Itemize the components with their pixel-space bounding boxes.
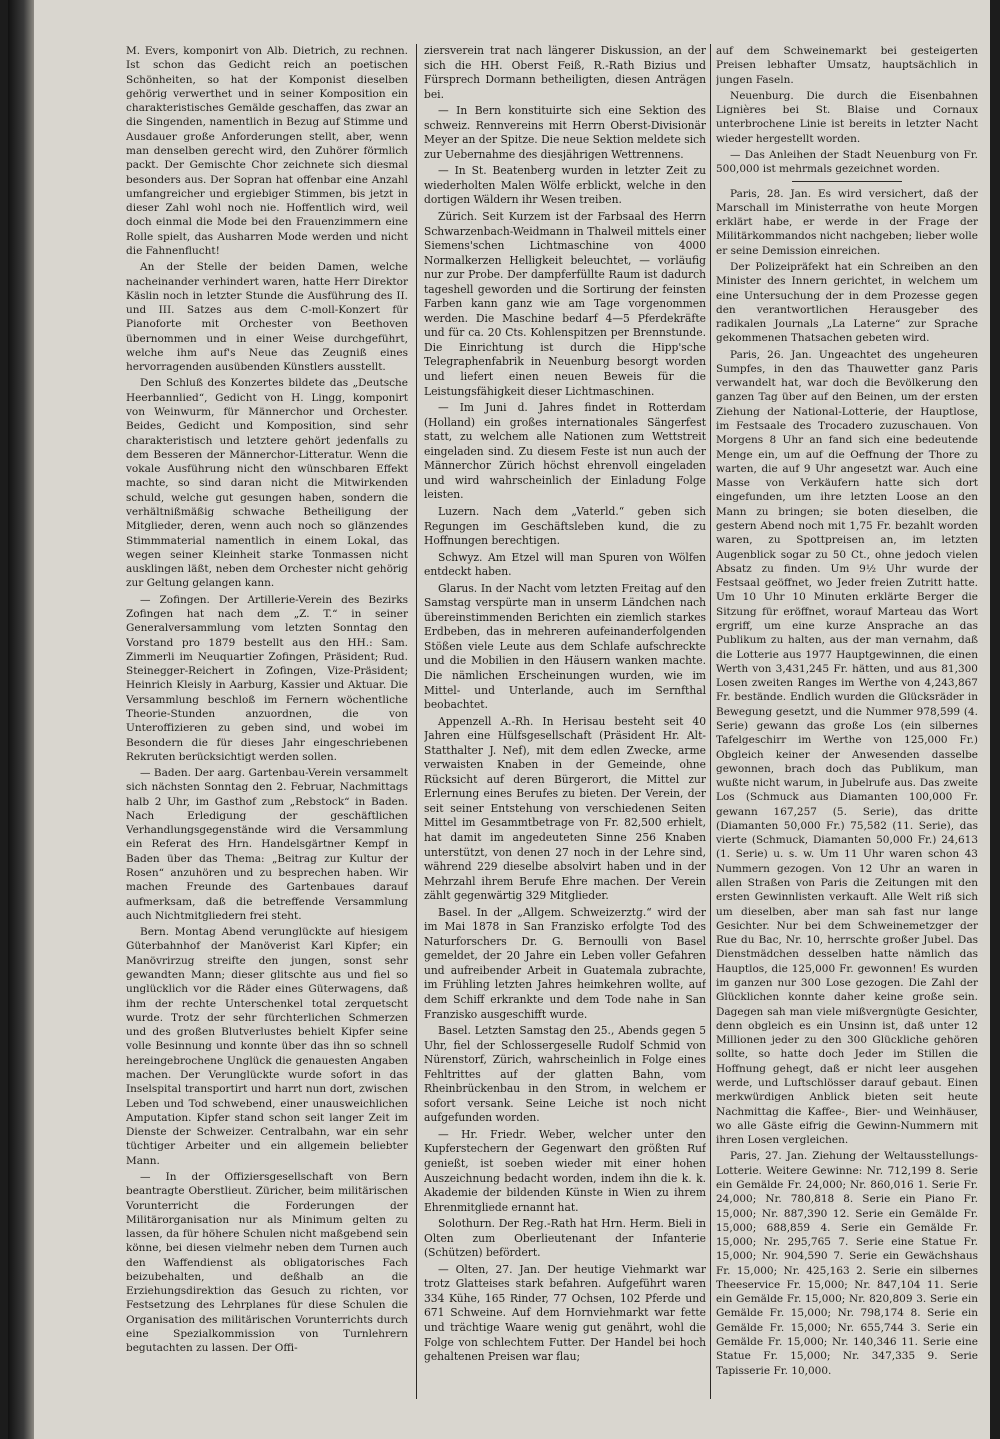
news-item-zuerich: Zürich. Seit Kurzem ist der Farbsaal des Herrn Schwarzenbach-Weidmann in Thalweil mittels einer Siemens'schen Lichtmaschine von 4000 Normalkerzen Helligkeit beleuchtet, — vorläufig nur zur Probe. Der dampferfüllte Raum ist dadurch tageshell geworden und die Sortirung der feinsten Farben kann ganz wie am Tage vorgenommen werden. Die Maschine bedarf 4—5 Pferdekräfte und für ca. 20 Cts. Kohlenspitzen per Brennstunde. Die Einrichtung ist durch die Hipp'sche Telegraphenfabrik in Neuenburg besorgt worden und liefert einen neuen Beweis für die Leistungsfähigkeit dieser Lichtmaschinen. (424, 210, 706, 398)
news-item-baden: — Baden. Der aarg. Gartenbau-Verein versammelt sich nächsten Sonntag den 2. Februar, Nachmittags halb 2 Uhr, im Gasthof zum „Rebstock“ in Baden. Nach Erledigung der geschäftlichen Verhandlungsgegenstände wird die Versammlung ein Referat des Hrn. Handelsgärtner Kempf in Baden über das Thema: „Beitrag zur Kultur der Rosen“ anzuhören und zu besprechen haben. Wir machen Freunde des Gartenbaues darauf aufmerksam, daß die betreffende Versammlung auch Nichtmitgliedern frei steht. (126, 767, 408, 922)
news-item-weber: — Hr. Friedr. Weber, welcher unter den Kupferstechern der Gegenwart den größten Ruf genießt, ist soeben wieder mit einer hohen Auszeichnung bedacht worden, indem ihn die k. k. Akademie der bildenden Künste in Wien zu ihrem Ehrenmitgliede ernannt hat. (424, 1127, 706, 1214)
news-item-olten: — Olten, 27. Jan. Der heutige Viehmarkt war trotz Glatteises stark befahren. Aufgeführt waren 334 Kühe, 165 Rinder, 77 Ochsen, 102 Pferde und 671 Schweine. Auf dem Hornviehmarkt war fette und trächtige Waare wenig gut genährt, wohl die Folge von schlechtem Futter. Der Handel bei hoch gehaltenen Preisen war flau; (424, 1262, 706, 1364)
column-rule-right (710, 44, 711, 1399)
article-paragraph: Den Schluß des Konzertes bildete das „Deutsche Heerbannlied“, Gedicht von H. Lingg, komponirt von Weinwurm, für Männerchor und Orchester. Beides, Gedicht und Komposition, sind sehr charakteristisch und letztere gehört jedenfalls zu dem Besseren der Männerchor-Litteratur. Wenn die vokale Ausführung nicht den wünschbaren Effekt machte, so sind daran nicht die Mitwirkenden schuld, welche gut gesungen haben, sondern die verhältnißmäßig schwache Betheiligung der Mitglieder, deren, wenn auch noch so glänzendes Stimmmaterial namentlich in einem Lokal, das wegen seiner Kleinheit starke Tonmassen nicht ausklingen läßt, neben dem Orchester nicht gehörig zur Geltung gelangen kann. (126, 377, 408, 590)
news-item-bern: Bern. Montag Abend verunglückte auf hiesigem Güterbahnhof der Manöverist Karl Kipfer; ein Manövrirzug streifte den jungen, sonst sehr gewandten Mann; dieser glitschte aus und fiel so unglücklich vor die Räder eines Güterwagens, daß ihm der rechte Unterschenkel total zerquetscht wurde. Trotz der sehr fürchterlichen Schmerzen und des großen Blutverlustes behielt Kipfer seine volle Besinnung und konnte über das ihn so schnell hereingebrochene Unglück die genauesten Angaben machen. Der Verunglückte wurde sofort in das Inselspital transportirt und harrt nun dort, zwischen Leben und Tod schwebend, einer unausweichlichen Amputation. Kipfer stand schon seit langer Zeit im Dienste der Schweizer. Centralbahn, war ein sehr tüchtiger Arbeiter und ein allgemein beliebter Mann. (126, 926, 408, 1167)
section-divider (792, 181, 902, 182)
article-paragraph: An der Stelle der beiden Damen, welche nacheinander verhindert waren, hatte Herr Direktor Käslin noch in letzter Stunde die Ausführung des II. und III. Satzes aus dem C-moll-Konzert für Pianoforte mit Orchester von Beethoven übernommen und in einer Weise durchgeführt, welche ihm auf's Neue das Zeugniß eines hervorragenden ausübenden Künstlers ausstellt. (126, 261, 408, 374)
news-item-schwyz: Schwyz. Am Etzel will man Spuren von Wölfen entdeckt haben. (424, 550, 706, 579)
article-paragraph: ziersverein trat nach längerer Diskussion, an der sich die HH. Oberst Feiß, R.-Rath Bizius und Fürsprech Dormann betheiligten, diesen Anträgen bei. (424, 44, 706, 101)
news-item-bern-offiziere: — In der Offiziersgesellschaft von Bern beantragte Oberstlieut. Züricher, beim militärischen Vorunterricht die Forderungen der Militärorganisation nur als Minimum gelten zu lassen, da für höhere Schulen nicht maßgebend sein könne, bei diesen vielmehr neben dem Turnen auch den Waffendienst als obligatorisches Fach beizubehalten, und deßhalb an die Erziehungsdirektion das Gesuch zu richten, vor Festsetzung des Lehrplanes für diese Schulen die Organisation des militärischen Vorunterrichts durch eine Spezialkommission von Turnlehrern begutachten zu lassen. Der Offi- (126, 1170, 408, 1355)
news-item-zofingen: — Zofingen. Der Artillerie-Verein des Bezirks Zofingen hat nach dem „Z. T.“ in seiner Generalversammlung vom letzten Sonntag den Vorstand pro 1879 bestellt aus den HH.: Sam. Zimmerli im Neuquartier Zofingen, Präsident; Rud. Steinegger-Reichert in Zofingen, Vize-Präsident; Heinrich Kleisly in Aarburg, Kassier und Aktuar. Die Versammlung beschloß im Fernern wöchentliche Theorie-Stunden anzuordnen, die von Unteroffizieren zu geben sind, und wobei im Besondern die für dieses Jahr eingeschriebenen Rekruten berücksichtigt werden sollen. (126, 593, 408, 763)
news-item-bern-rennverein: — In Bern konstituirte sich eine Sektion des schweiz. Rennvereins mit Herrn Oberst-Divisionär Meyer an der Spitze. Die neue Sektion meldete sich zur Uebernahme des diesjährigen Wettrennens. (424, 104, 706, 161)
news-item-paris-26: Paris, 26. Jan. Ungeachtet des ungeheuren Sumpfes, in den das Thauwetter ganz Paris verwandelt hat, war doch die Bevölkerung den ganzen Tag über auf den Beinen, um der ersten Ziehung der National-Lotterie, der Hauptlose, im Festsaale des Trocadero zuzuschauen. Von Morgens 8 Uhr an fand sich eine bedeutende Menge ein, um auf die Oeffnung der Thore zu warten, die auf 9 Uhr angesetzt war. Auch eine Masse von Verkäufern hatte sich dort eingefunden, um ihre letzten Loose an den Mann zu bringen; sie boten dieselben, die gestern Abend noch mit 1,75 Fr. bezahlt worden waren, zu Spottpreisen an, im letzten Augenblick sogar zu 50 Ct., ohne jedoch vielen Absatz zu finden. Um 9½ Uhr wurde der Festsaal geöffnet, wo Jeder freien Zutritt hatte. Um 10 Uhr 10 Minuten erklärte Berger die Sitzung für eröffnet, worauf Marteau das Wort ergriff, um eine kurze Ansprache an das Publikum zu halten, aus der man vernahm, daß die Lotterie aus 1977 Hauptgewinnen, die einen Werth von 3,431,245 Fr. hätten, und aus 81,300 Losen zweiten Ranges im Werthe von 4,243,867 Fr. bestände. Endlich wurden die Glücksräder in Bewegung gesetzt, und die Nummer 978,599 (4. Serie) gewann das große Los (ein silbernes Tafelgeschirr im Werthe von 125,000 Fr.) Obgleich keiner der Anwesenden dasselbe gewonnen, brach doch das Publikum, man wußte nicht warum, in Jubelrufe aus. Das zweite Los (Schmuck aus Diamanten 100,000 Fr. gewann 167,257 (5. Serie), das dritte (Diamanten 50,000 Fr.) 75,582 (11. Serie), das vierte (Schmuck, Diamanten 50,000 Fr.) 24,613 (1. Serie) u. s. w. Um 11 Uhr waren schon 43 Nummern gezogen. Von 12 Uhr an waren in allen Straßen von Paris die Zeitungen mit den ersten Gewinnlisten verkauft. Alle Welt riß sich um dieselben, aber man sah fast nur lange Gesichter. Nur bei dem Schweinemetzger der Rue du Bac, Nr. 10, herrschte großer Jubel. Das Dienstmädchen desselben hatte nämlich das Hauptlos, die 125,000 Fr. gewonnen! Es wurden im ganzen nur 300 Lose gezogen. Die Zahl der Glücklichen konnte daher keine große sein. Dagegen sah man viele mißvergnügte Gesichter, denn obgleich es ein Unsinn ist, daß unter 12 Millionen jeder zu den 300 Glückliche gehören sollte, so hatte doch Jeder im Stillen die Hoffnung gehegt, daß er nicht leer ausgehen werde, und Luftschlösser darauf gebaut. Einen merkwürdigen Anblick bieten seit heute Nachmittag die Kaffee-, Bier- und Weinhäuser, wo alle Gäste eifrig die Gewinn-Nummern mit ihren Losen vergleichen. (716, 348, 978, 1147)
news-item-paris-28: Paris, 28. Jan. Es wird versichert, daß der Marschall im Ministerrathe von heute Morgen erklärt habe, er werde in der Frage der Militärkommandos nicht nachgeben; lieber wolle er seine Demission einreichen. (716, 187, 978, 257)
news-item-solothurn: Solothurn. Der Reg.-Rath hat Hrn. Herm. Bieli in Olten zum Oberlieutenant der Infanterie (Schützen) befördert. (424, 1217, 706, 1260)
page-edge-shadow (8, 0, 34, 1439)
news-item-rotterdam: — Im Juni d. Jahres findet in Rotterdam (Holland) ein großes internationales Sängerfest statt, zu welchem alle Nationen zum Wettstreit eingeladen sind. Zu diesem Feste ist nun auch der Männerchor Zürich höchst ehrenvoll eingeladen und wird wahrscheinlich der Einladung Folge leisten. (424, 401, 706, 502)
column-1 (126, 44, 408, 1399)
article-paragraph: auf dem Schweinemarkt bei gesteigerten Preisen lebhafter Umsatz, hauptsächlich in jungen Faseln. (716, 45, 978, 86)
news-item-beatenberg: — In St. Beatenberg wurden in letzter Zeit zu wiederholten Malen Wölfe erblickt, welche in den dortigen Wäldern ihr Wesen treiben. (424, 164, 706, 207)
column-rule-left (416, 44, 417, 1399)
news-item-glarus: Glarus. In der Nacht vom letzten Freitag auf den Samstag verspürte man in unserm Ländchen nach übereinstimmenden Berichten ein ziemlich starkes Erdbeben, das in mehreren aufeinanderfolgenden Stößen viele Leute aus dem Schlafe aufschreckte und die Mobilien in den Häusern wanken machte. Die nämlichen Erscheinungen wurden, wie im Mittel- und Unterlande, auch im Sernfthal beobachtet. (424, 581, 706, 712)
column-3 (716, 44, 978, 1399)
news-item-paris-27: Paris, 27. Jan. Ziehung der Weltausstellungs-Lotterie. Weitere Gewinne: Nr. 712,199 8. Serie ein Gemälde Fr. 24,000; Nr. 860,016 1. Serie Fr. 24,000; Nr. 780,818 8. Serie ein Piano Fr. 15,000; Nr. 887,390 12. Serie ein Gemälde Fr. 15,000; 688,859 4. Serie ein Gemälde Fr. 15,000; Nr. 295,765 7. Serie eine Statue Fr. 15,000; Nr. 904,590 7. Serie ein Gewächshaus Fr. 15,000; Nr. 425,163 2. Serie ein silbernes Theeservice Fr. 15,000; Nr. 847,104 11. Serie ein Gemälde Fr. 15,000; Nr. 820,809 3. Serie ein Gemälde Fr. 15,000; Nr. 798,174 8. Serie ein Gemälde Fr. 15,000; Nr. 655,744 3. Serie ein Gemälde Fr. 15,000; Nr. 140,346 11. Serie eine Statue Fr. 15,000; Nr. 347,335 9. Serie Tapisserie Fr. 10,000. (716, 1150, 978, 1377)
article-paragraph: M. Evers, komponirt von Alb. Dietrich, zu rechnen. Ist schon das Gedicht reich an poetischen Schönheiten, so hat der Komponist dieselben gehörig verwerthet und in seiner Komposition ein charakteristisches Gemälde geschaffen, das zwar an die Singenden, namentlich in Bezug auf Stimme und Ausdauer große Anforderungen stellt, aber, wenn man denselben gerecht wird, den Zuhörer förmlich packt. Der Gemischte Chor zeichnete sich diesmal besonders aus. Der Sopran hat offenbar eine Anzahl umfangreicher und ergiebiger Stimmen, bis jetzt in dieser Zahl wohl noch nie. Hoffentlich wird, weil doch einmal die Mode bei den Frauenzimmern eine Rolle spielt, das Ausharren Mode werden und nicht die Fahnenflucht! (126, 45, 408, 257)
news-item-basel-schmid: Basel. Letzten Samstag den 25., Abends gegen 5 Uhr, fiel der Schlossergeselle Rudolf Schmid von Nürenstorf, Zürich, wahrscheinlich in Folge eines Fehltrittes auf der glatten Bahn, vom Rheinbrückenbau in den Strom, in welchem er sofort versank. Seine Leiche ist noch nicht aufgefunden worden. (424, 1024, 706, 1125)
column-2 (424, 44, 706, 1399)
news-item-basel-bernoulli: Basel. In der „Allgem. Schweizerztg.“ wird der im Mai 1878 in San Franzisko erfolgte Tod des Naturforschers Dr. G. Bernoulli von Basel gemeldet, der 20 Jahre ein Leben voller Gefahren und aufreibender Arbeit in Guatemala zubrachte, im Frühling letzten Jahres heimkehren wollte, auf dem Schiff erkrankte und dem Tode nahe in San Franzisko ausgeschifft wurde. (424, 905, 706, 1021)
news-item-polizeipraefekt: Der Polizeipräfekt hat ein Schreiben an den Minister des Innern gerichtet, in welchem um eine Untersuchung der in dem Prozesse gegen den verantwortlichen Herausgeber des radikalen Journals „La Laterne“ zur Sprache gekommenen Thatsachen gebeten wird. (716, 260, 978, 345)
news-item-luzern: Luzern. Nach dem „Vaterld.“ geben sich Regungen im Geschäftsleben kund, die zu Hoffnungen berechtigen. (424, 504, 706, 548)
news-item-neuenburg-anleihen: — Das Anleihen der Stadt Neuenburg von Fr. 500,000 ist mehrmals gezeichnet worden. (716, 148, 978, 176)
news-item-neuenburg: Neuenburg. Die durch die Eisenbahnen Lignières bei St. Blaise und Cornaux unterbrochene Linie ist bereits in letzter Nacht wieder hergestellt worden. (716, 89, 978, 145)
newspaper-page (8, 0, 990, 1439)
news-item-appenzell: Appenzell A.-Rh. In Herisau besteht seit 40 Jahren eine Hülfsgesellschaft (Präsident Hr. Alt-Statthalter J. Nef), mit dem edlen Zwecke, arme verwaisten Knaben in der Gemeinde, ohne Rücksicht auf deren Bürgerort, die Mittel zur Erlernung eines Berufes zu bieten. Der Verein, der seit seiner Entstehung von verschiedenen Seiten Mittel im Gesammtbetrage von Fr. 82,500 erhielt, hat damit im angedeuteten Sinne 256 Knaben unterstützt, von denen 27 noch in der Lehre sind, während 229 dieselbe absolvirt haben und in der Mehrzahl ihrem Berufe Ehre machen. Der Verein zählt gegenwärtig 329 Mitglieder. (424, 714, 706, 903)
